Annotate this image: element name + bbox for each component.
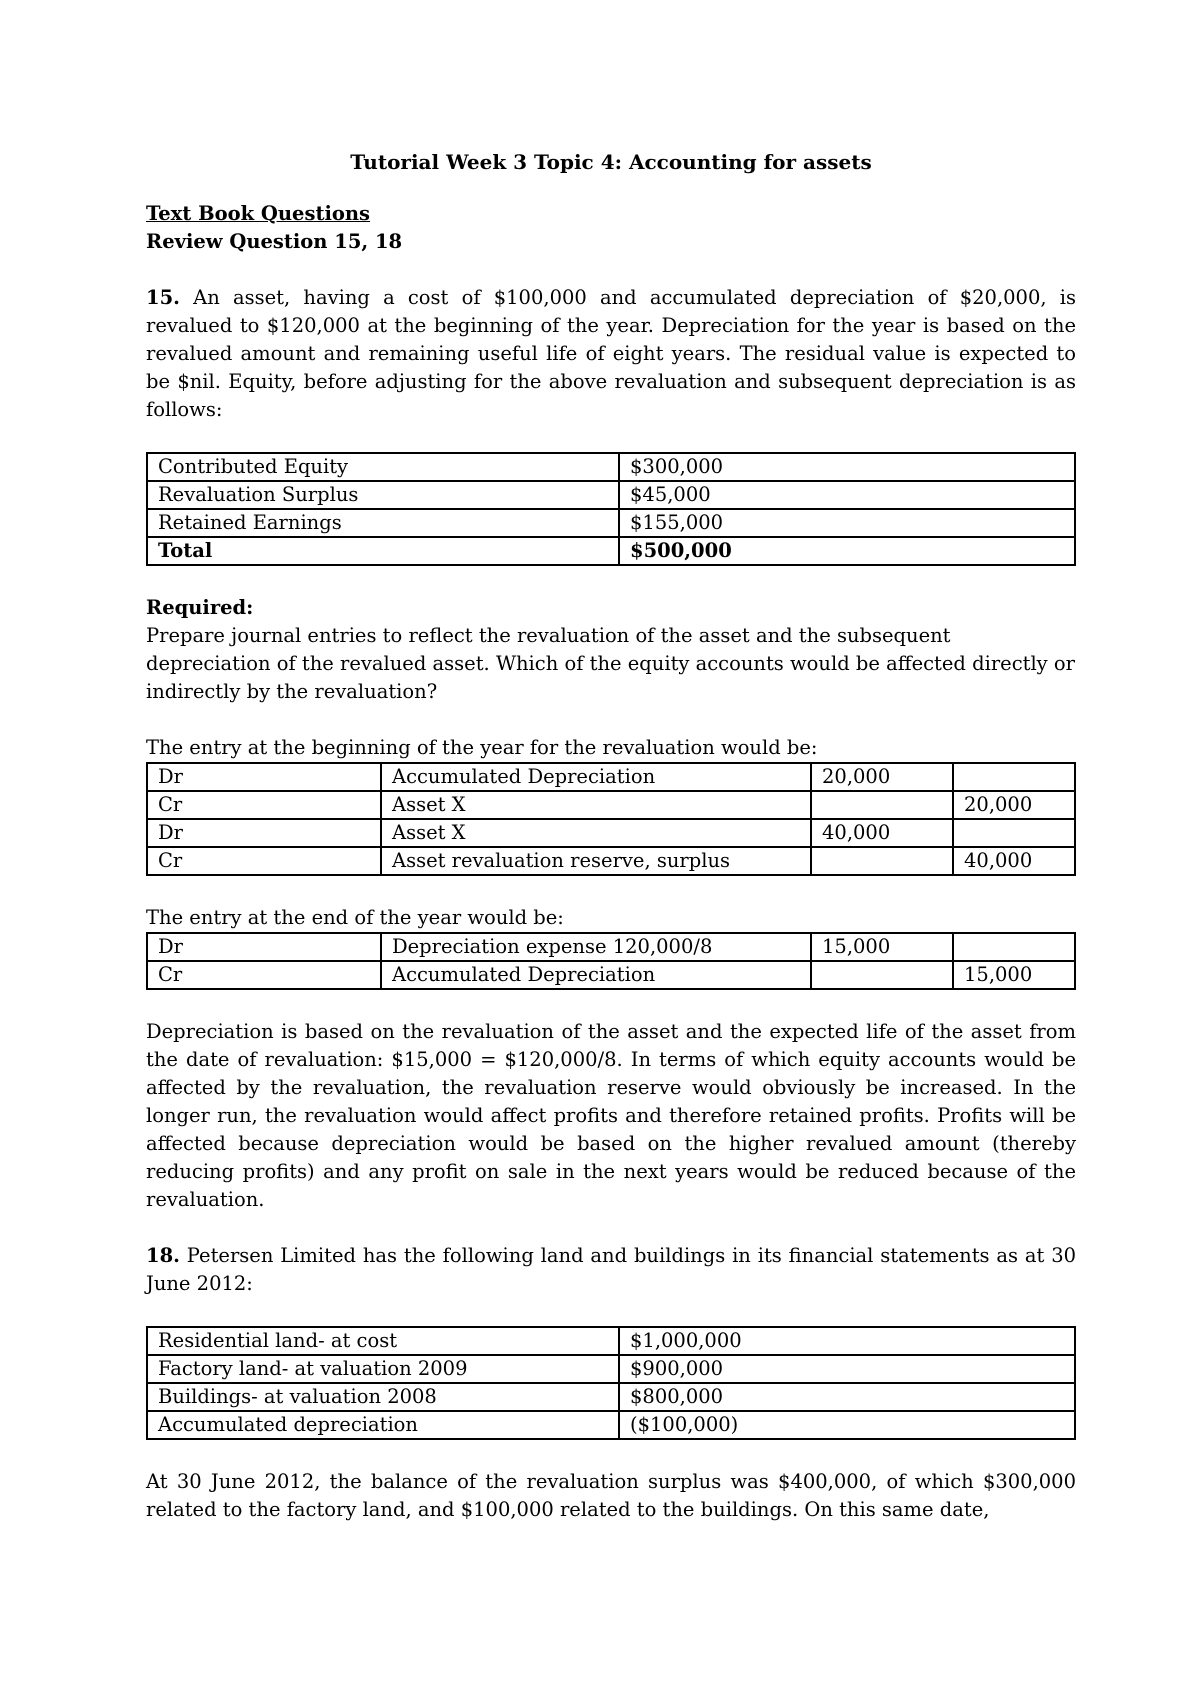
entry1-caption: The entry at the beginning of the year for the revaluation would be: <box>146 736 818 759</box>
table-cell <box>811 847 953 875</box>
table-row <box>147 933 1075 961</box>
required-text: Prepare journal entries to reflect the revaluation of the asset and the subsequent depreciation of the revalued asset. Which of the equity accounts would be affected directly or indirectly by the revaluation? <box>146 624 1075 703</box>
table-cell <box>953 933 1075 961</box>
table-cell: Accumulated Depreciation <box>381 961 811 989</box>
table-cell: Asset X <box>381 819 811 847</box>
table-cell: Dr <box>147 819 381 847</box>
table-row <box>147 1383 1075 1411</box>
depreciation-entry-table <box>146 932 1076 990</box>
table-cell: Accumulated Depreciation <box>381 763 811 791</box>
table-cell: Dr <box>147 933 381 961</box>
question-18-number: 18. <box>146 1244 180 1267</box>
table-cell: Dr <box>147 763 381 791</box>
table-cell: Accumulated depreciation <box>147 1411 619 1439</box>
table-cell: $1,000,000 <box>619 1327 1075 1355</box>
table-cell <box>811 961 953 989</box>
question-15 <box>146 284 1076 424</box>
table-cell: 15,000 <box>811 933 953 961</box>
explanation-paragraph: Depreciation is based on the revaluation of the asset and the expected life of the asset from the date of revaluation: $15,000 = $120,000/8. In terms of which equity accounts would be affected by the revaluation, the revaluation reserve would obviously be increased. In the longer run, the revaluation would affect profits and therefore retained profits. Profits will be affected because depreciation would be based on the higher revalued amount (thereby reducing profits) and any profit on sale in the next years would be reduced because of the revaluation. <box>146 1020 1076 1211</box>
table-cell: $155,000 <box>619 509 1075 537</box>
table-row <box>147 791 1075 819</box>
table-cell: Cr <box>147 791 381 819</box>
table-cell: 40,000 <box>811 819 953 847</box>
table-cell: $800,000 <box>619 1383 1075 1411</box>
table-cell: Revaluation Surplus <box>147 481 619 509</box>
question-18 <box>146 1242 1076 1298</box>
table-cell: 20,000 <box>811 763 953 791</box>
table-cell: Retained Earnings <box>147 509 619 537</box>
table-cell: ($100,000) <box>619 1411 1075 1439</box>
table-cell: Residential land- at cost <box>147 1327 619 1355</box>
table-cell: Buildings- at valuation 2008 <box>147 1383 619 1411</box>
table-cell <box>953 819 1075 847</box>
question-15-text: An asset, having a cost of $100,000 and accumulated depreciation of $20,000, is revalued to $120,000 at the beginning of the year. Depreciation for the year is based on the revalued amount and remaining useful life of eight years. The residual value is expected to be $nil. Equity, before adjusting for the above revaluation and subsequent depreciation is as follows: <box>146 286 1076 421</box>
table-row <box>147 481 1075 509</box>
table-cell: 40,000 <box>953 847 1075 875</box>
document-page <box>146 148 1076 1524</box>
table-cell: $45,000 <box>619 481 1075 509</box>
table-cell: $900,000 <box>619 1355 1075 1383</box>
table-cell <box>811 791 953 819</box>
table-row <box>147 453 1075 481</box>
question-18-text: Petersen Limited has the following land and buildings in its financial statements as at 30 June 2012: <box>146 1244 1077 1295</box>
total-row <box>147 537 1075 565</box>
table-row <box>147 819 1075 847</box>
question-15-number: 15. <box>146 286 180 309</box>
required-label: Required: <box>146 596 254 619</box>
table-cell: $300,000 <box>619 453 1075 481</box>
entry2-caption: The entry at the end of the year would be: <box>146 906 564 929</box>
table-row <box>147 509 1075 537</box>
review-heading: Review Question 15, 18 <box>146 230 403 253</box>
table-row <box>147 1355 1075 1383</box>
table-cell: Contributed Equity <box>147 453 619 481</box>
table-cell: Factory land- at valuation 2009 <box>147 1355 619 1383</box>
page-title: Tutorial Week 3 Topic 4: Accounting for assets <box>350 150 872 174</box>
table-cell: 15,000 <box>953 961 1075 989</box>
land-buildings-table <box>146 1326 1076 1440</box>
table-row <box>147 961 1075 989</box>
table-row <box>147 1411 1075 1439</box>
table-row <box>147 1327 1075 1355</box>
textbook-heading: Text Book Questions <box>146 202 371 225</box>
revaluation-entry-table <box>146 762 1076 876</box>
closing-paragraph: At 30 June 2012, the balance of the revaluation surplus was $400,000, of which $300,000 related to the factory land, and $100,000 related to the buildings. On this same date, <box>146 1470 1076 1521</box>
table-row <box>147 763 1075 791</box>
table-row <box>147 847 1075 875</box>
total-label: Total <box>147 537 619 565</box>
table-cell: Cr <box>147 961 381 989</box>
table-cell: Depreciation expense 120,000/8 <box>381 933 811 961</box>
table-cell: Asset X <box>381 791 811 819</box>
equity-table <box>146 452 1076 566</box>
table-cell: 20,000 <box>953 791 1075 819</box>
table-cell: Cr <box>147 847 381 875</box>
table-cell: Asset revaluation reserve, surplus <box>381 847 811 875</box>
total-value: $500,000 <box>619 537 1075 565</box>
table-cell <box>953 763 1075 791</box>
